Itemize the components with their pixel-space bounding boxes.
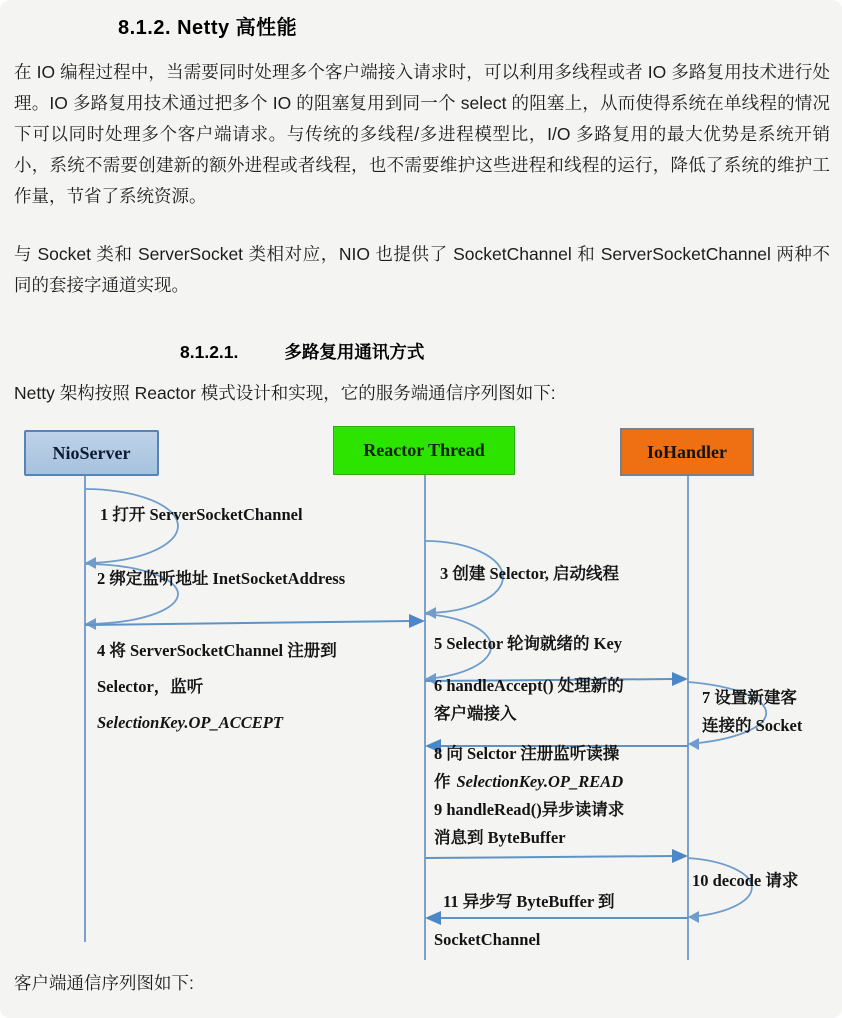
actor-box-iohandler bbox=[620, 428, 754, 476]
message-2-label: 2 绑定监听地址 InetSocketAddress bbox=[97, 569, 346, 588]
message-8-label bbox=[434, 740, 623, 796]
arrowhead-9 bbox=[672, 849, 688, 863]
actor-label-nioserver: NioServer bbox=[52, 442, 131, 463]
arc-arrowhead-1 bbox=[85, 557, 96, 569]
arrowhead-4 bbox=[409, 614, 425, 628]
message-8-line2-italic: SelectionKey.OP_READ bbox=[456, 772, 624, 791]
client-sequence-intro-text: 客户端通信序列图如下: bbox=[14, 973, 194, 993]
message-9-line1: 9 handleRead()异步读请求 bbox=[434, 800, 625, 819]
arrow-4-register-to-selector bbox=[85, 621, 411, 625]
actor-box-nioserver bbox=[24, 430, 159, 476]
message-4-line3: SelectionKey.OP_ACCEPT bbox=[97, 713, 283, 732]
message-11-line1: 11 异步写 ByteBuffer 到 bbox=[443, 892, 615, 911]
actor-label-reactor-thread: Reactor Thread bbox=[363, 440, 485, 460]
arrowhead-6 bbox=[672, 672, 688, 686]
message-7-line1: 7 设置新建客 bbox=[702, 688, 797, 707]
message-9-label bbox=[434, 796, 624, 852]
message-10-label: 10 decode 请求 bbox=[692, 871, 799, 890]
arrow-9-handle-read bbox=[425, 856, 674, 858]
message-4-line2: Selector，监听 bbox=[97, 677, 204, 696]
arc-arrowhead-7 bbox=[688, 738, 699, 750]
message-11-label bbox=[434, 883, 615, 959]
subsection-number: 8.1.2.1. bbox=[180, 342, 239, 362]
message-8-line2 bbox=[434, 768, 623, 796]
message-7-line2: 连接的 Socket bbox=[702, 716, 803, 735]
message-7-label bbox=[702, 684, 802, 740]
message-4-line1: 4 将 ServerSocketChannel 注册到 bbox=[97, 641, 337, 660]
arc-arrowhead-3 bbox=[425, 607, 436, 619]
message-9-line2: 消息到 ByteBuffer bbox=[434, 828, 566, 847]
section-heading: 8.1.2. Netty 高性能 bbox=[118, 17, 298, 39]
subsection-title: 多路复用通讯方式 bbox=[284, 342, 425, 362]
message-3-label: 3 创建 Selector, 启动线程 bbox=[440, 564, 620, 583]
actor-label-iohandler: IoHandler bbox=[646, 441, 727, 462]
actor-box-reactor-thread bbox=[333, 426, 515, 475]
message-1-label: 1 打开 ServerSocketChannel bbox=[100, 505, 303, 524]
message-6-line2: 客户端接入 bbox=[434, 704, 517, 723]
message-4-label bbox=[97, 633, 337, 741]
message-6-label bbox=[434, 672, 624, 728]
diagram-intro-text: Netty 架构按照 Reactor 模式设计和实现，它的服务端通信序列图如下: bbox=[14, 383, 556, 403]
arc-arrowhead-10 bbox=[688, 911, 699, 923]
message-6-line1: 6 handleAccept() 处理新的 bbox=[434, 676, 624, 695]
message-8-line1: 8 向 Selctor 注册监听读操 bbox=[434, 744, 620, 763]
paragraph-io-multiplexing: 在 IO 编程过程中，当需要同时处理多个客户端接入请求时，可以利用多线程或者 IO 多路复用技术进行处理。IO 多路复用技术通过把多个 IO 的阻塞复用到同一个 select 的阻塞上，从而使得系统在单线程的情况下可以同时处理多个客户端请求。与传统的多线程/多进程模型比，I/O 多路复用的最大优势是系统开销小，系统不需要创建新的额外进程或者线程，也不需要维护这些进程和线程的运行，降低了系统的维护工作量，节省了系统资源。 bbox=[14, 62, 830, 206]
message-8-line2-prefix: 作 bbox=[434, 772, 451, 791]
paragraph-socketchannel: 与 Socket 类和 ServerSocket 类相对应，NIO 也提供了 SocketChannel 和 ServerSocketChannel 两种不同的套接字通道实现。 bbox=[14, 244, 830, 295]
message-5-label: 5 Selector 轮询就绪的 Key bbox=[434, 634, 623, 653]
message-11-line2: SocketChannel bbox=[434, 930, 541, 949]
